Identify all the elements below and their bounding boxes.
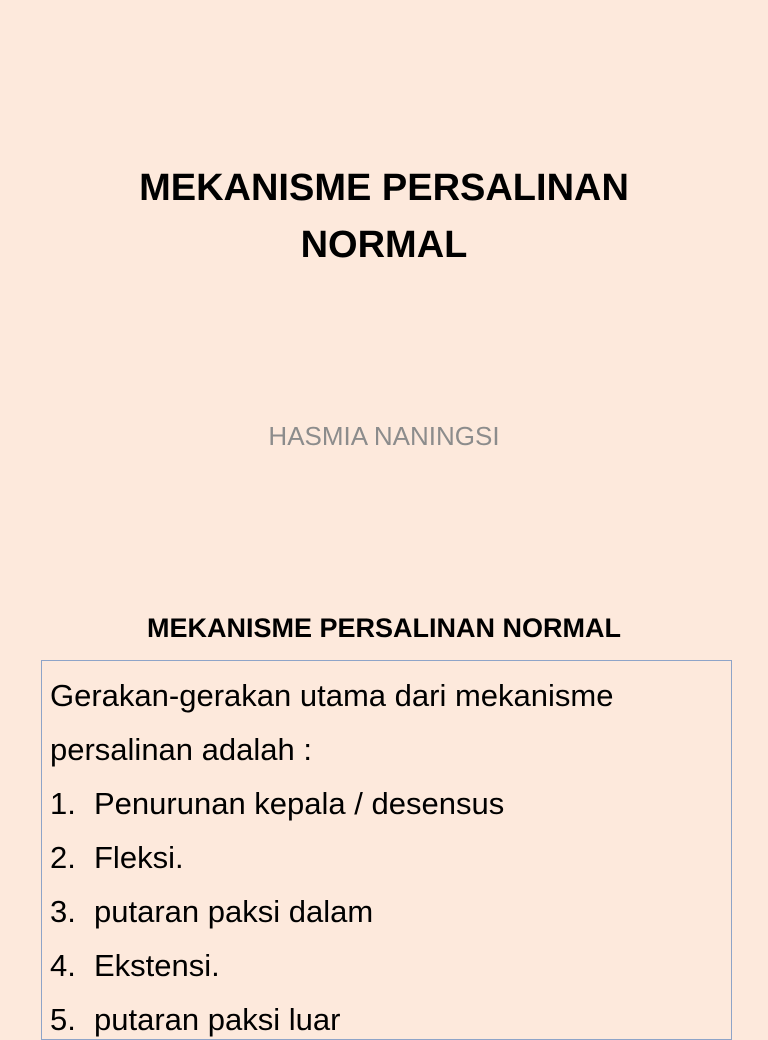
slide-title-line-2: NORMAL	[300, 224, 468, 266]
list-item-number: 1.	[50, 786, 76, 821]
list-item	[50, 777, 723, 831]
list-item-text: Penurunan kepala / desensus	[94, 786, 505, 821]
author-name: HASMIA NANINGSI	[268, 421, 500, 451]
list-item-number: 2.	[50, 840, 76, 875]
list-item-text: Fleksi.	[94, 840, 184, 875]
list-item-text: Ekstensi.	[94, 948, 220, 983]
content-slide-title: MEKANISME PERSALINAN NORMAL	[146, 613, 621, 643]
list-item	[50, 939, 723, 993]
slide-title	[60, 160, 708, 274]
list-item	[50, 885, 723, 939]
list-item	[50, 831, 723, 885]
intro-line-1: Gerakan-gerakan utama dari mekanisme	[50, 678, 614, 713]
slide-title-line-1: MEKANISME PERSALINAN	[139, 167, 629, 209]
list-item-text: putaran paksi luar	[94, 1002, 341, 1037]
content-box	[41, 660, 732, 1040]
intro-text	[50, 669, 723, 777]
intro-line-2: persalinan adalah :	[50, 732, 312, 767]
list-item-number: 4.	[50, 948, 76, 983]
content-slide	[0, 590, 768, 1037]
list-item	[50, 993, 723, 1040]
list-item-number: 3.	[50, 894, 76, 929]
steps-list	[50, 777, 723, 1040]
list-item-text: putaran paksi dalam	[94, 894, 374, 929]
list-item-number: 5.	[50, 1002, 76, 1037]
